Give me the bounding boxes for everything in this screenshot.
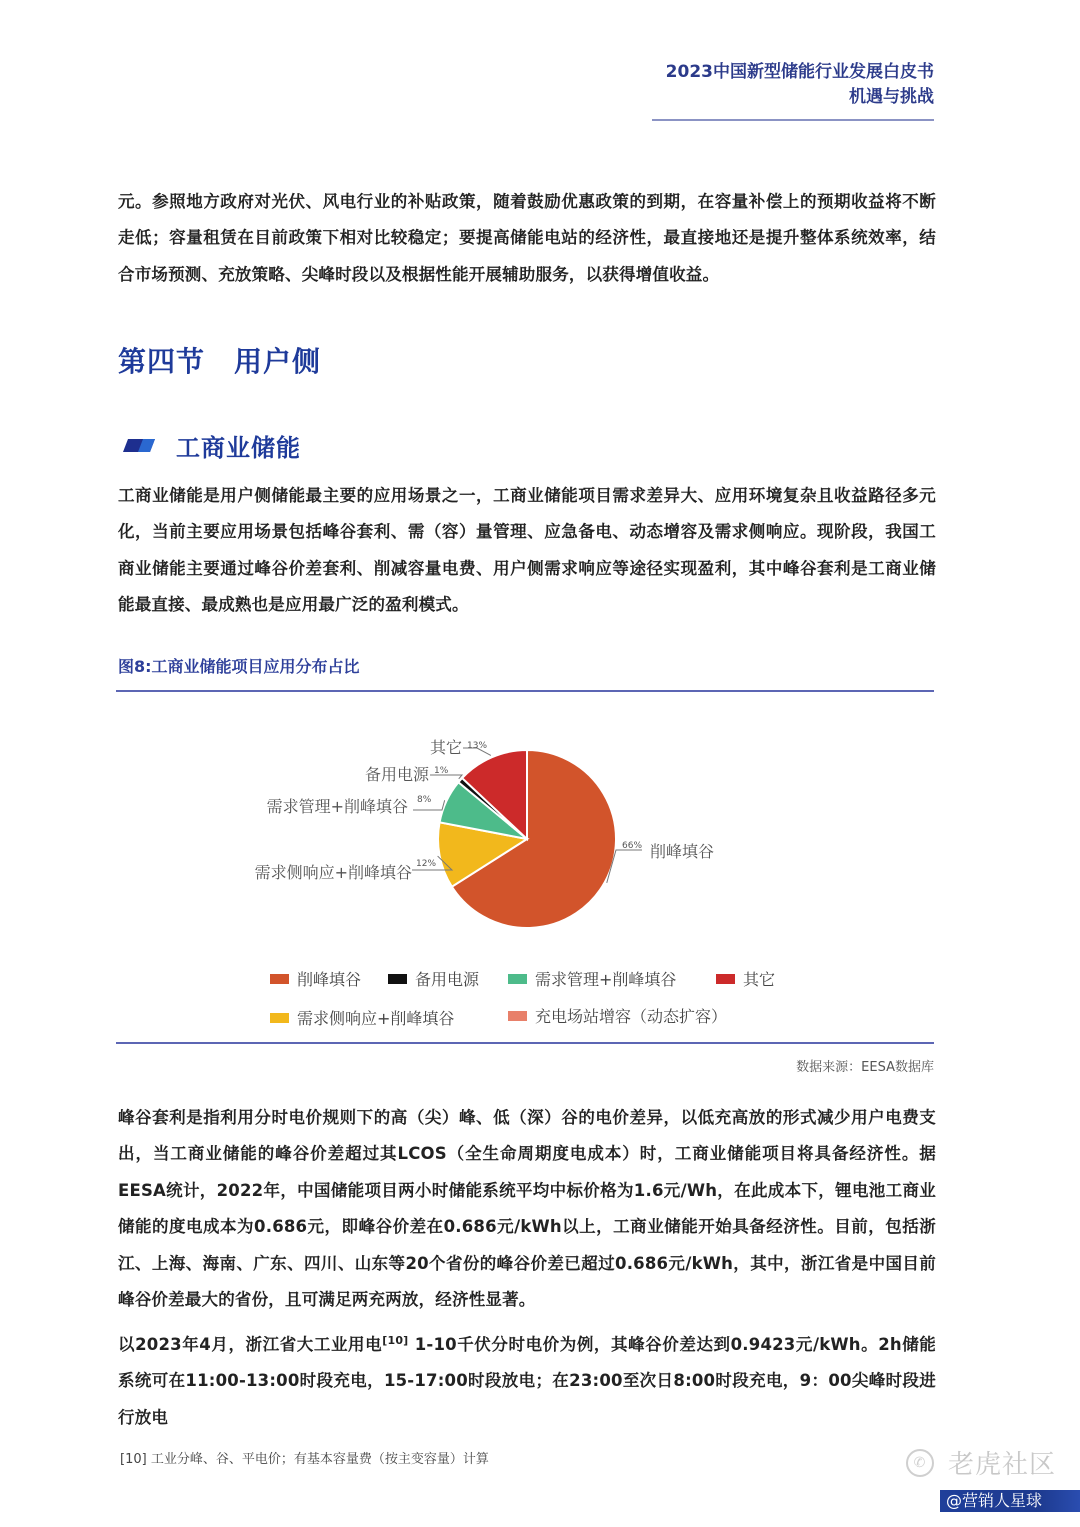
legend-item <box>716 967 775 990</box>
paragraph-3-part1: 以2023年4月，浙江省大工业用电 <box>118 1335 383 1354</box>
paragraph-1: 工商业储能是用户侧储能最主要的应用场景之一，工商业储能项目需求差异大、应用环境复杂且收益路径多元化，当前主要应用场景包括峰谷套利、需（容）量管理、应急备电、动态增容及需求侧响应。现阶段，我国工商业储能主要通过峰谷价差套利、削减容量电费、用户侧需求响应等途径实现盈利，其中峰谷套利是工商业储能最直接、最成熟也是应用最广泛的盈利模式。 <box>118 486 936 615</box>
tiger-logo-icon: ✆ <box>906 1449 934 1477</box>
legend-swatch <box>508 974 527 984</box>
watermark-handle: @营销人星球 <box>940 1490 1080 1512</box>
legend-item <box>508 1004 727 1027</box>
legend-swatch <box>508 1011 527 1021</box>
document-header <box>666 60 934 110</box>
figure-title: 图8:工商业储能项目应用分布占比 <box>118 657 360 676</box>
section-title: 第四节 用户侧 <box>118 345 322 378</box>
legend-label: 其它 <box>743 970 776 989</box>
header-divider <box>652 119 934 121</box>
legend-swatch <box>388 974 407 984</box>
subsection-marker-icon <box>123 439 155 452</box>
legend-swatch <box>716 974 735 984</box>
pie-chart <box>0 700 1080 950</box>
figure-bottom-divider <box>116 1042 934 1044</box>
legend-label: 需求管理+削峰填谷 <box>535 970 677 989</box>
legend-item <box>270 1006 454 1029</box>
legend-label: 需求侧响应+削峰填谷 <box>297 1009 455 1028</box>
pie-value-label: 8% <box>417 795 432 805</box>
intro-paragraph: 元。参照地方政府对光伏、风电行业的补贴政策，随着鼓励优惠政策的到期，在容量补偿上的预期收益将不断走低；容量租赁在目前政策下相对比较稳定；要提高储能电站的经济性，最直接地还是提升整体系统效率，结合市场预测、充放策略、尖峰时段以及根据性能开展辅助服务，以获得增值收益。 <box>118 192 936 284</box>
legend-swatch <box>270 1013 289 1023</box>
pie-value-label: 12% <box>416 859 437 869</box>
pie-value-label: 1% <box>434 766 449 776</box>
legend-item <box>270 967 361 990</box>
paragraph-3 <box>118 1327 936 1436</box>
paragraph-2: 峰谷套利是指利用分时电价规则下的高（尖）峰、低（深）谷的电价差异，以低充高放的形式减少用户电费支出，当工商业储能的峰谷价差超过其LCOS（全生命周期度电成本）时，工商业储能项目将具备经济性。据EESA统计，2022年，中国储能项目两小时储能系统平均中标价格为1.6元/Wh，在此成本下，锂电池工商业储能的度电成本为0.686元，即峰谷价差在0.686元/kWh以上，工商业储能开始具备经济性。目前，包括浙江、上海、海南、广东、四川、山东等20个省份的峰谷价差已超过0.686元/kWh，其中，浙江省是中国目前峰谷价差最大的省份，且可满足两充两放，经济性显著。 <box>118 1108 936 1310</box>
subsection-title: 工商业储能 <box>176 434 301 462</box>
paragraph-3-part2: 1-10千伏分时电价为例，其峰谷价差达到0.9423元/kWh。2h储能系统可在11:00-13:00时段充电，15-17:00时段放电；在23:00至次日8:00时段充电，9：00尖峰时段进行放电 <box>118 1335 936 1427</box>
pie-category-label: 需求侧响应+削峰填谷 <box>254 863 412 882</box>
watermark-logo <box>906 1444 1056 1481</box>
legend-swatch <box>270 974 289 984</box>
legend-item <box>508 967 676 990</box>
pie-category-label: 备用电源 <box>364 765 429 784</box>
pie-category-label: 其它 <box>429 738 462 757</box>
pie-category-label: 需求管理+削峰填谷 <box>266 797 408 816</box>
legend-item <box>388 967 479 990</box>
header-title-line2: 机遇与挑战 <box>849 87 934 107</box>
watermark-logo-text: 老虎社区 <box>948 1450 1057 1480</box>
footnote-ref[interactable]: [10] <box>382 1334 409 1347</box>
data-source: 数据来源：EESA数据库 <box>796 1060 934 1075</box>
legend-label: 充电场站增容（动态扩容） <box>535 1007 728 1026</box>
pie-value-label: 13% <box>467 741 488 751</box>
legend-label: 备用电源 <box>415 970 480 989</box>
figure-top-divider <box>116 690 934 692</box>
legend-label: 削峰填谷 <box>297 970 362 989</box>
footnote: [10] 工业分峰、谷、平电价；有基本容量费（按主变容量）计算 <box>120 1452 489 1467</box>
pie-category-label: 削峰填谷 <box>650 842 715 861</box>
pie-value-label: 66% <box>622 841 643 851</box>
header-title-line1: 2023中国新型储能行业发展白皮书 <box>665 62 934 82</box>
